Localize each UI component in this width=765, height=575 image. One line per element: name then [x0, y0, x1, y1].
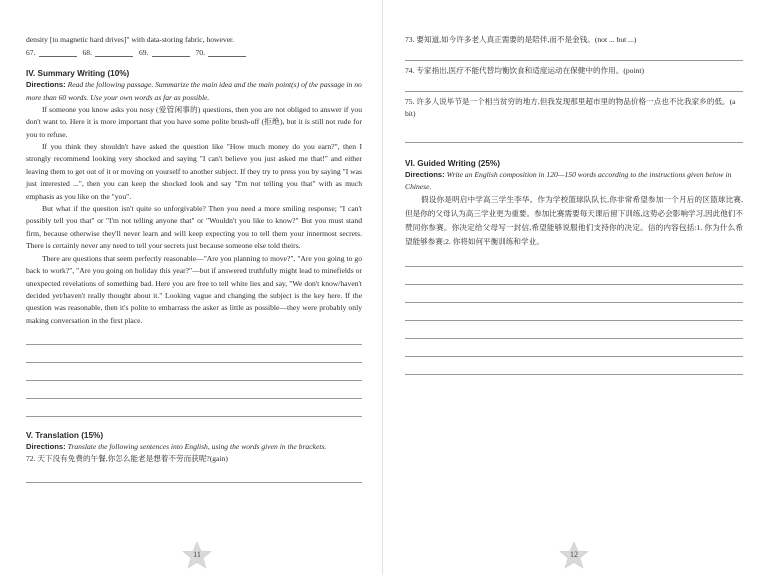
passage-paragraph-4: There are questions that seem perfectly reasonable—"Are you planning to move?", "Are you going to go back to work?", "Are you going on holiday this year?"—but if answered truthfully might lead to minefields or unexpected revelations of something bad. Here you are free to tell white lies and say, "We don't know/haven't decided yet/haven't really thought about it." Looking vague and changing the subject is the key here. If the question was reasonable, then it's polite to embarrass the asker as little as possible—they were probably only making conversation in the first place. [26, 253, 362, 325]
question-75: 75. 许多人说毕节是一个相当贫穷的地方,但我发现那里超市里的物品价格一点也不比我家乡的低。(a bit) [405, 97, 736, 118]
section-vi-directions: Directions: Write an English composition in 120—150 words according to the instructions given below in Chinese. [405, 170, 732, 192]
answer-blanks [26, 47, 362, 57]
blank-69[interactable]: 69. [139, 47, 190, 57]
answer-line-72[interactable] [26, 465, 362, 483]
answer-line-73[interactable] [405, 46, 743, 61]
section-v-title: V. Translation (15%) [26, 431, 104, 441]
passage [26, 104, 362, 327]
intro-line: density [to magnetic hard drives]" with data-storing fabric, however. [26, 35, 235, 44]
section-vi-title: VI. Guided Writing (25%) [405, 159, 500, 168]
section-iv-directions: Directions: Read the following passage. Summarize the main idea and the main point(s) of the passage in no more than 60 words. Use your own words as far as possible. [26, 80, 362, 102]
blank-70[interactable]: 70. [196, 47, 247, 57]
left-page [0, 0, 382, 575]
question-72: 72. 天下没有免费的午餐,你怎么能老是想着不劳而获呢?(gain) [26, 454, 228, 464]
answer-line-75[interactable] [405, 120, 743, 143]
page-number-badge-right [559, 541, 589, 569]
page-number-badge-left [182, 541, 212, 569]
page-number-12: 12 [570, 550, 578, 559]
question-73: 73. 要知道,如今许多老人真正需要的是陪伴,而不是金钱。(not ... but ...) [405, 35, 637, 44]
answer-line-74[interactable] [405, 77, 743, 92]
blank-68[interactable]: 68. [83, 47, 134, 57]
section-iv-title: IV. Summary Writing (10%) [26, 69, 130, 79]
section-v-directions: Directions: Translate the following sentences into English, using the words given in the brackets. [26, 442, 327, 452]
summary-writing-lines[interactable] [26, 327, 362, 417]
guided-writing-prompt: 假设你是明启中学高三学生李华。作为学校篮球队队长,你非常希望参加一个月后的区篮球比赛,但是你的父母认为高三学业更为重要。参加比赛需要每天课后留下训练,这势必会影响学习,因此他们不赞同你参赛。你决定给父母写一封信,希望能够说服他们支持你的决定。信的内容包括:1. 你为什么希望能够参赛;2. 你将如何平衡训练和学业。 [405, 195, 743, 247]
question-74: 74. 专家指出,医疗不能代替均衡饮食和适度运动在保健中的作用。(point) [405, 66, 644, 75]
right-page [382, 0, 765, 575]
page-number-11: 11 [193, 550, 201, 559]
passage-paragraph-3: But what if the question isn't quite so unforgivable? Then you need a more smiling response; "I can't possibly tell you that" or "I'm not telling anyone that" or "Wouldn't you like to know?" But you must stand firm, because otherwise they'll never learn and will keep expecting you to tell them your innermost secrets. There is certainly never any need to tell your secrets just because someone else told theirs. [26, 204, 362, 251]
passage-paragraph-1: If someone you know asks you nosy (爱管闲事的) questions, then you are not obliged to answer if you don't want to. Here it is more important that you have some polite brush-off (拒绝), but it is still not rude for you to refuse. [26, 104, 362, 139]
blank-67[interactable]: 67. [26, 47, 77, 57]
composition-lines[interactable] [405, 249, 743, 375]
passage-paragraph-2: If you think they shouldn't have asked the question like "How much money do you earn?", then I strongly recommend looking very shocked and saying "I can't believe you just asked me that!" and either leaving them to get out of it or moving on yourself to another subject. If they try to press you by saying "I was just interested ...", then you can keep the shocked look and say "I'm not telling you that" with as much emphasis as you like on the "you". [26, 142, 362, 201]
